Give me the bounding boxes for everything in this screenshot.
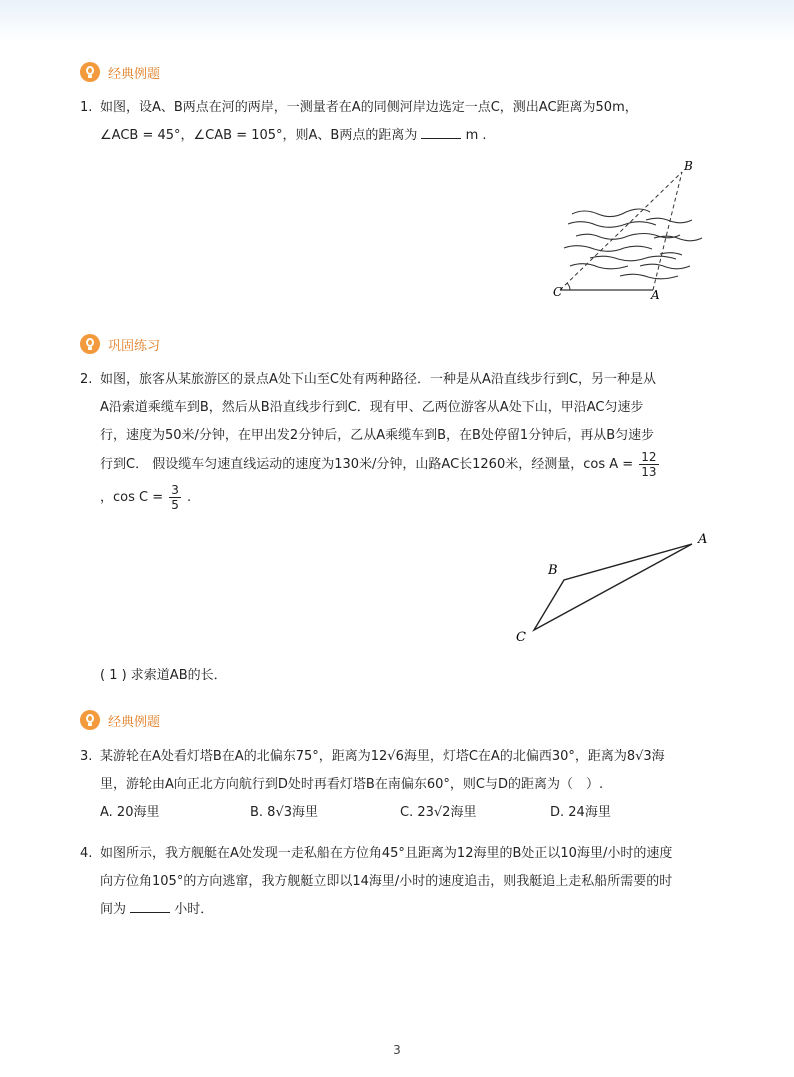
point-label-B: B	[684, 159, 693, 173]
lightbulb-icon	[80, 334, 100, 354]
fraction-cosA: $\frac{12}{13}$	[641, 450, 657, 479]
segment-AB	[653, 172, 682, 290]
section-title: 经典例题	[108, 714, 161, 730]
question-text: m .	[465, 128, 487, 143]
point-label-A: A	[698, 532, 708, 547]
section-header-practice	[80, 333, 160, 355]
section-header-classic-example-1	[80, 61, 160, 83]
triangle-ABC	[534, 544, 692, 630]
question-text: ，cos C =	[100, 490, 164, 505]
option-A[interactable]: A. 20海里	[100, 805, 160, 820]
section-title: 巩固练习	[108, 338, 161, 354]
subquestion-text: ( 1 ) 求索道AB的长．	[100, 668, 227, 683]
answer-options	[80, 799, 720, 827]
point-label-A: A	[651, 288, 660, 302]
point-label-B: B	[548, 563, 558, 578]
question-2-subquestion-1	[80, 662, 720, 690]
point-label-C: C	[516, 630, 526, 645]
question-3	[80, 743, 720, 827]
question-text: 行，速度为50米/分钟，在甲出发2分钟后，乙从A乘缆车到B，在B处停留1分钟后，再从B匀速步	[100, 428, 655, 443]
question-text: 某游轮在A处看灯塔B在A的北偏东75°，距离为12√6海里，灯塔C在A的北偏西30°，距离为8√3海	[100, 749, 665, 764]
question-text: 小时．	[174, 902, 214, 917]
segment-CB	[560, 172, 682, 290]
option-C[interactable]: C. 23√2海里	[400, 805, 477, 820]
question-text: ∠ACB = 45°，∠CAB = 105°，则A、B两点的距离为	[100, 128, 418, 143]
lightbulb-icon	[80, 62, 100, 82]
header-band	[0, 0, 794, 40]
question-text: 如图，设A、B两点在河的两岸，一测量者在A的同侧河岸边选定一点C，测出AC距离为50m，	[100, 100, 638, 115]
question-text: 行到C． 假设缆车匀速直线运动的速度为130米/分钟，山路AC长1260米，经测量，cos A =	[100, 457, 634, 472]
answer-blank[interactable]	[130, 898, 170, 913]
point-label-C: C	[553, 285, 563, 299]
question-number: 2.	[80, 372, 93, 387]
angle-arc	[567, 283, 570, 290]
question-text: 如图，旅客从某旅游区的景点A处下山至C处有两种路径．一种是从A沿直线步行到C，另一种是从	[100, 372, 656, 387]
option-B[interactable]: B. 8√3海里	[250, 805, 319, 820]
question-2	[80, 366, 720, 512]
question-number: 1.	[80, 100, 93, 115]
question-number: 4.	[80, 846, 93, 861]
question-text: .	[187, 490, 192, 505]
question-4	[80, 840, 720, 924]
question-number: 3.	[80, 749, 93, 764]
triangle-figure	[510, 528, 715, 648]
page-number: 3	[393, 1043, 401, 1057]
question-text: A沿索道乘缆车到B，然后从B沿直线步行到C．现有甲、乙两位游客从A处下山，甲沿AC匀速步	[100, 400, 644, 415]
fraction-cosC: $\frac{3}{5}$	[171, 483, 179, 512]
lightbulb-icon	[80, 710, 100, 730]
question-text: 向方位角105°的方向逃窜，我方舰艇立即以14海里/小时的速度追击，则我艇追上走私船所需要的时	[100, 874, 673, 889]
answer-blank[interactable]	[421, 124, 461, 139]
section-title: 经典例题	[108, 66, 161, 82]
section-header-classic-example-2	[80, 709, 160, 731]
question-text: 间为	[100, 902, 127, 917]
option-D[interactable]: D. 24海里	[550, 805, 611, 820]
question-1	[80, 94, 720, 150]
question-text: 里，游轮由A向正北方向航行到D处时再看灯塔B在南偏东60°，则C与D的距离为（ ）.	[100, 777, 604, 792]
river-figure	[550, 158, 710, 303]
question-text: 如图所示，我方舰艇在A处发现一走私船在方位角45°且距离为12海里的B处正以10海里/小时的速度	[100, 846, 673, 861]
